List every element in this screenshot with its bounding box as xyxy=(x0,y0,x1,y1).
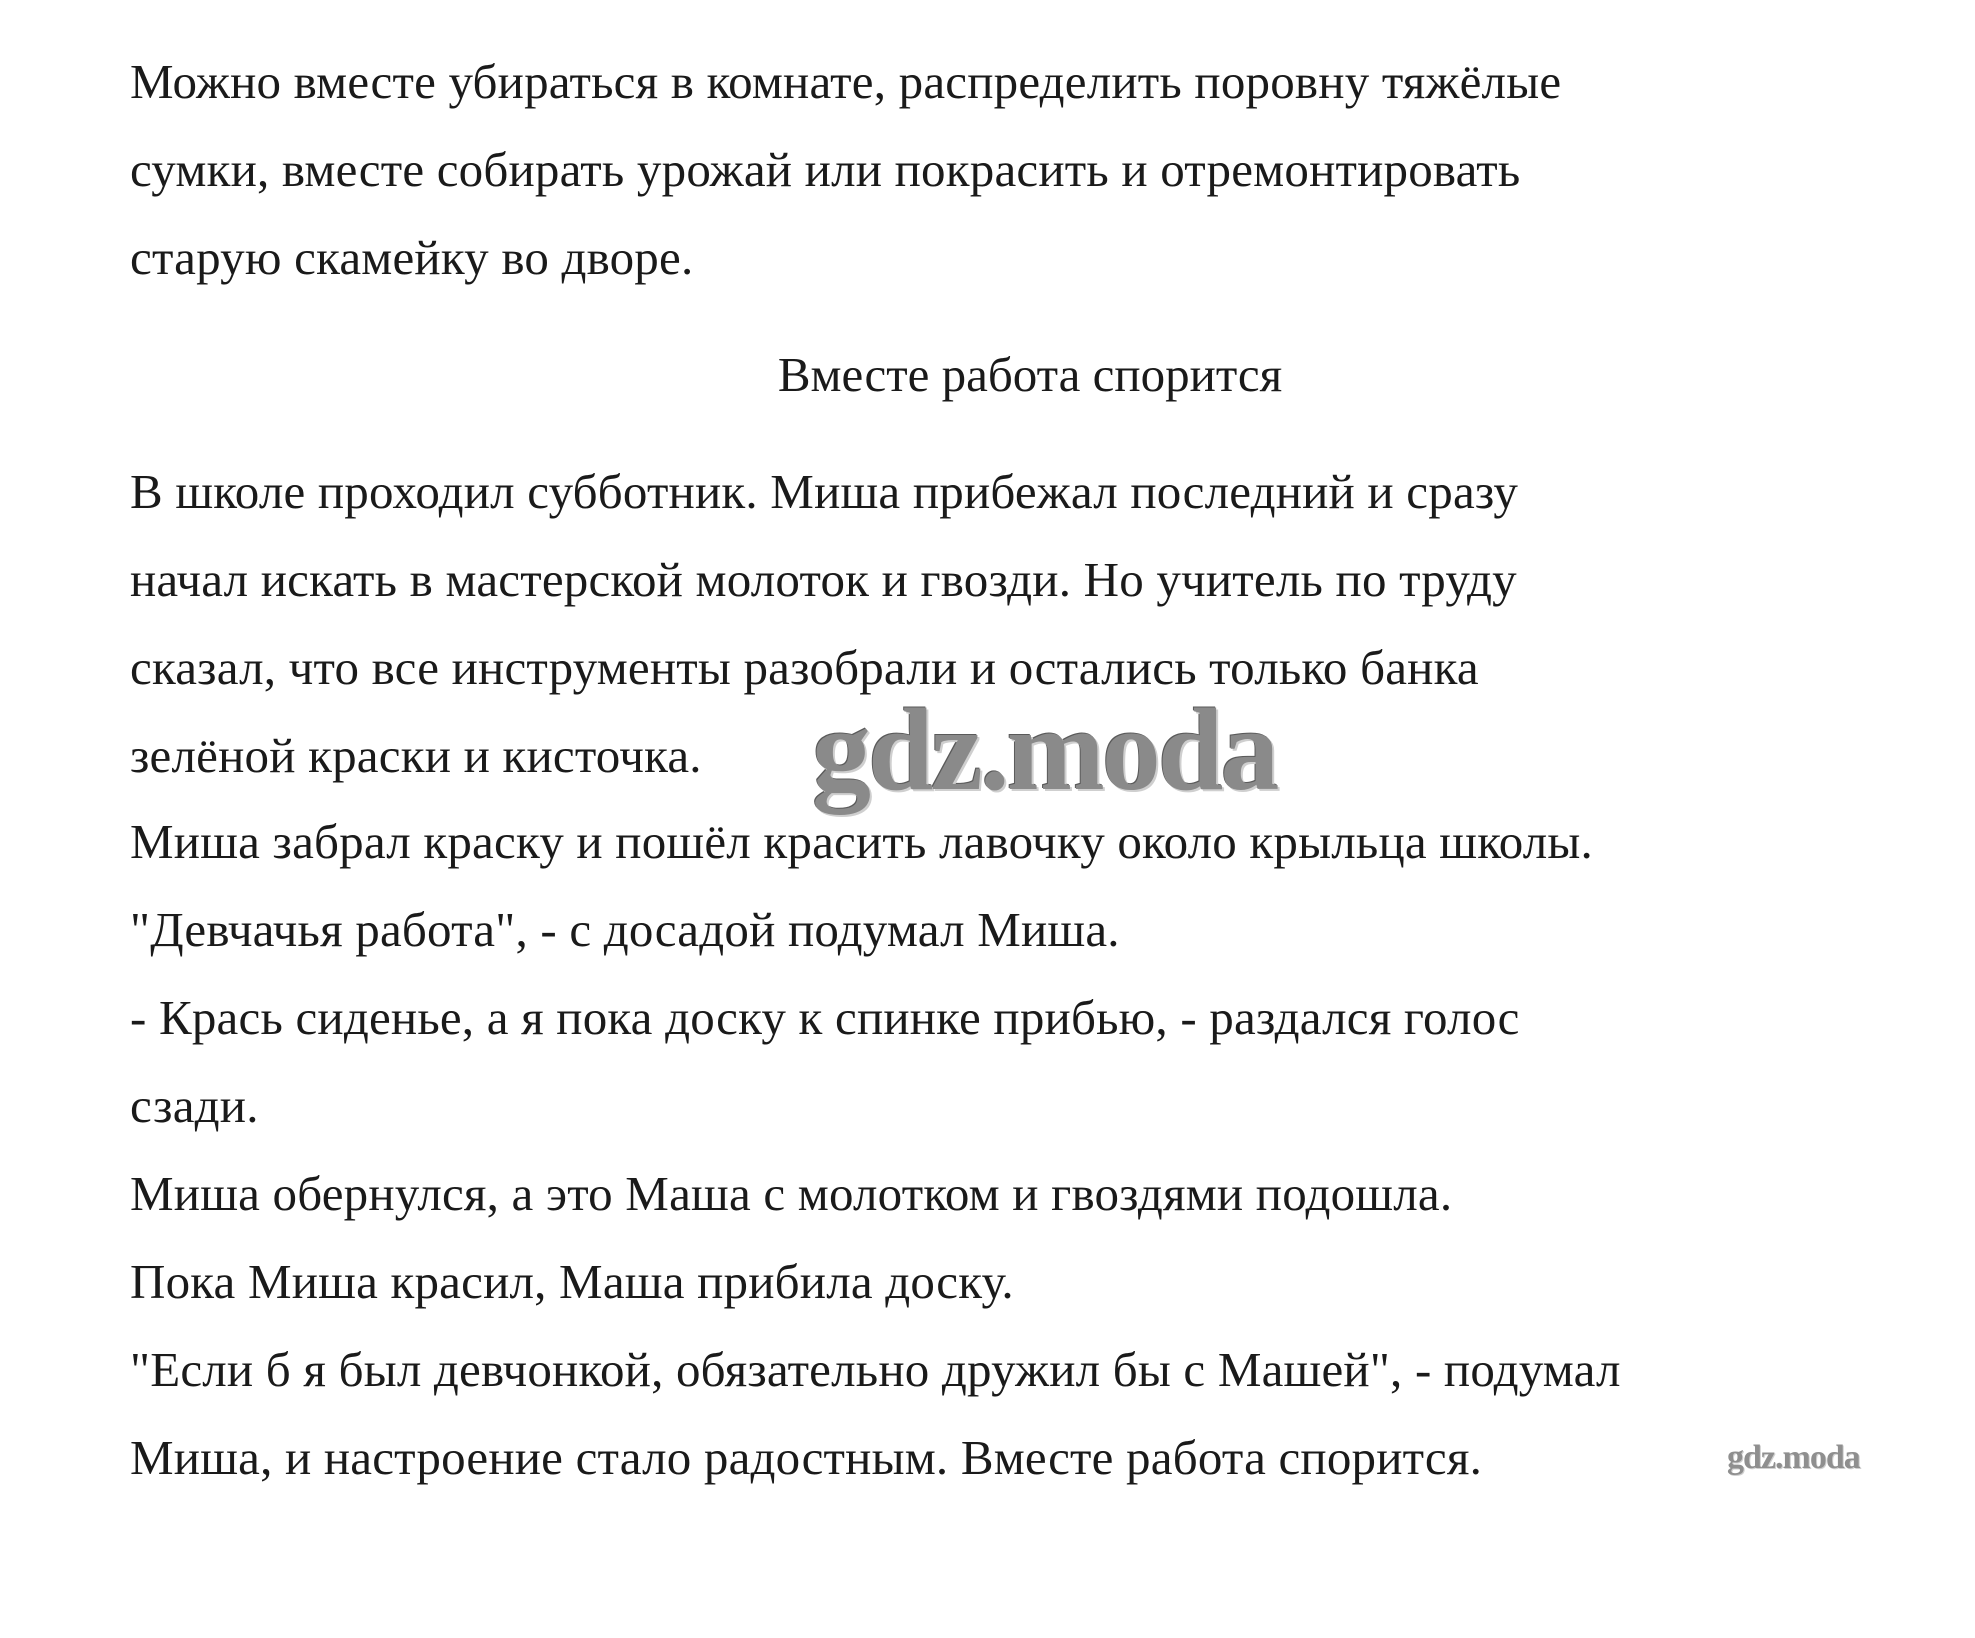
intro-line-2: сумки, вместе собирать урожай или покрасить и отремонтировать xyxy=(130,142,1521,197)
story-line-2: начал искать в мастерской молоток и гвозди. Но учитель по труду xyxy=(130,552,1517,607)
story-line-4: зелёной краски и кисточка. xyxy=(130,728,702,783)
watermark-small: gdz.moda xyxy=(1727,1439,1860,1476)
story-line-11: "Если б я был девчонкой, обязательно дружил бы с Машей", - подумал xyxy=(130,1342,1621,1397)
story-line-5: Миша забрал краску и пошёл красить лавочку около крыльца школы. xyxy=(130,814,1594,869)
story-line-3: сказал, что все инструменты разобрали и остались только банка xyxy=(130,640,1479,695)
watermark-large: gdz.moda xyxy=(812,684,1277,815)
story-line-10: Пока Миша красил, Маша прибила доску. xyxy=(130,1254,1014,1309)
story-line-6: "Девчачья работа", - с досадой подумал Миша. xyxy=(130,902,1120,957)
intro-line-1: Можно вместе убираться в комнате, распределить поровну тяжёлые xyxy=(130,54,1562,109)
story-line-7: - Крась сиденье, а я пока доску к спинке прибью, - раздался голос xyxy=(130,990,1520,1045)
story-line-9: Миша обернулся, а это Маша с молотком и гвоздями подошла. xyxy=(130,1166,1453,1221)
story-line-8: сзади. xyxy=(130,1078,259,1133)
story-title: Вместе работа спорится xyxy=(777,347,1283,402)
story-line-12: Миша, и настроение стало радостным. Вместе работа спорится. xyxy=(130,1430,1483,1485)
intro-line-3: старую скамейку во дворе. xyxy=(130,230,694,285)
story-line-1: В школе проходил субботник. Миша прибежал последний и сразу xyxy=(130,464,1519,519)
